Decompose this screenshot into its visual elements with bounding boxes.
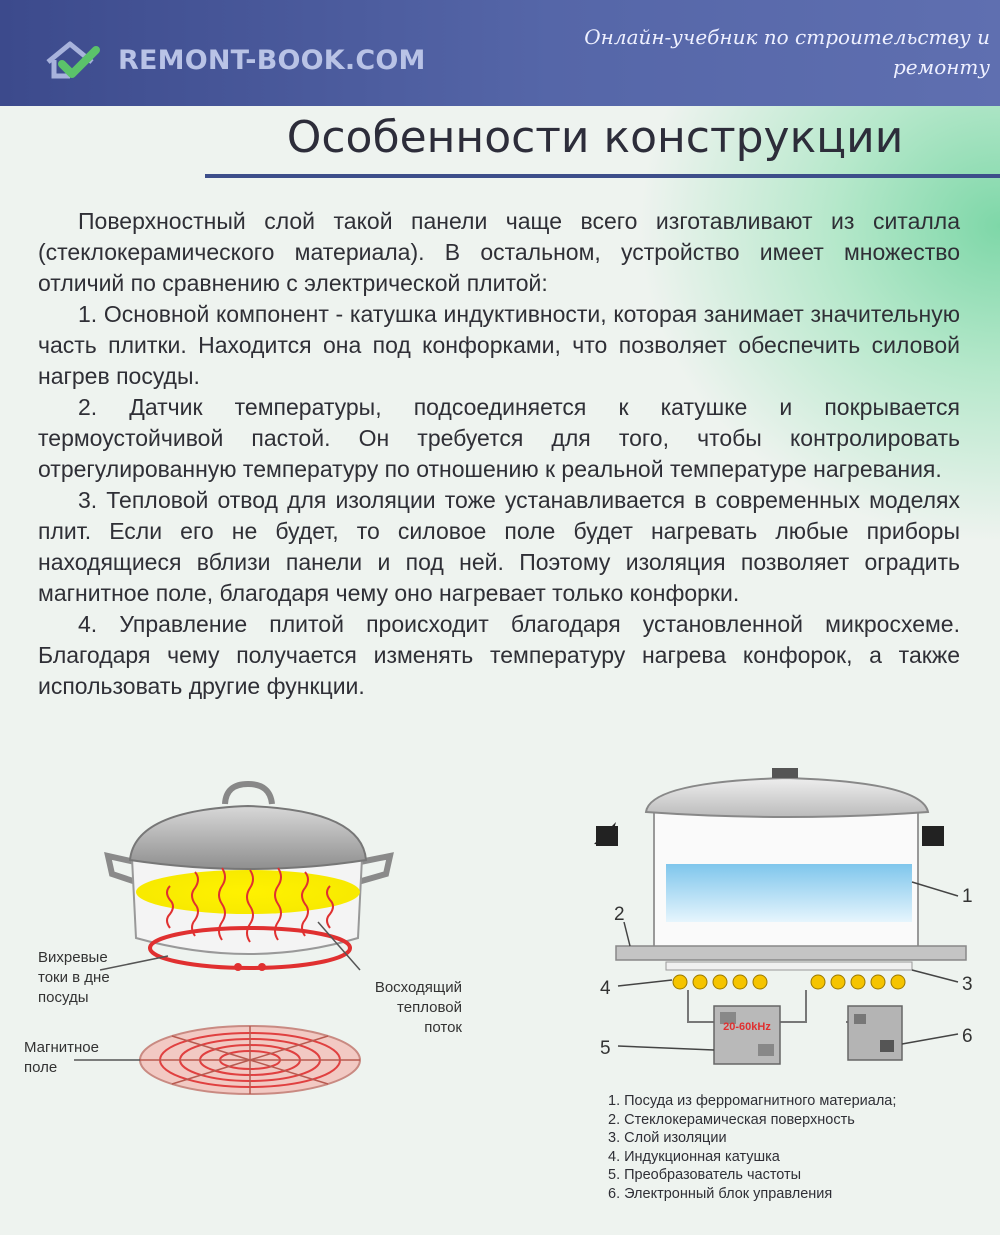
induction-coil: [673, 975, 905, 989]
callout-5: 5: [600, 1038, 611, 1059]
frequency-label: 20-60kHz: [723, 1021, 771, 1033]
label-eddy-currents-1: Вихревые: [38, 949, 108, 966]
ferromagnetic-pot: [594, 768, 944, 948]
house-check-icon: [44, 38, 110, 82]
legend-item-3: 3. Слой изоляции: [608, 1130, 727, 1146]
legend-item-5: 5. Преобразователь частоты: [608, 1167, 802, 1183]
site-header: [0, 0, 1000, 106]
frequency-converter: [714, 1006, 780, 1064]
callout-3: 3: [962, 974, 973, 995]
page-title: Особенности конструкции: [286, 112, 904, 163]
legend-item-6: 6. Электронный блок управления: [608, 1186, 833, 1202]
components-legend: [608, 1093, 896, 1202]
paragraph-item-2: 2. Датчик температуры, подсоединяется к катушке и покрывается термоустойчивой пастой. Он требуется для того, чтобы контролировать отрегулированную температуру по отношению к реальной температуре нагревания.: [38, 394, 960, 482]
label-heat-flow-2: тепловой: [397, 999, 462, 1016]
label-heat-flow-1: Восходящий: [374, 979, 462, 996]
site-tagline: Онлайн-учебник по строительству и ремонту: [584, 25, 990, 79]
glass-ceramic-surface: [616, 946, 966, 960]
article-body: [38, 206, 960, 702]
paragraph-intro: Поверхностный слой такой панели чаще всего изготавливают из ситалла (стеклокерамического материала). В остальном, устройство имеет множество отличий по сравнению с электрической плитой:: [38, 208, 960, 296]
site-logo[interactable]: [44, 36, 426, 84]
paragraph-item-4: 4. Управление плитой происходит благодаря установленной микросхеме. Благодаря чему получается изменять температуру нагрева конфорок, а также использовать другие функции.: [38, 611, 960, 699]
callout-1: 1: [962, 886, 973, 907]
legend-item-4: 4. Индукционная катушка: [608, 1149, 780, 1165]
label-heat-flow-3: поток: [424, 1019, 462, 1036]
paragraph-item-3: 3. Тепловой отвод для изоляции тоже устанавливается в современных моделях плит. Если его не будет, то силовое поле будет нагревать любые приборы находящиеся вблизи панели и под ней. Поэтому изоляция позволяет оградить магнитное поле, благодаря чему оно нагревает только конфорки.: [38, 487, 960, 606]
control-unit: [848, 1006, 902, 1060]
induction-cooktop-diagram: [500, 760, 1000, 1210]
logo-text: REMONT-BOOK.COM: [118, 44, 426, 76]
title-underline: [205, 174, 1000, 178]
pot-eddy-current-diagram: [0, 770, 500, 1100]
label-magnetic-field-1: Магнитное: [24, 1039, 99, 1056]
callout-6: 6: [962, 1026, 973, 1047]
callout-4: 4: [600, 978, 611, 999]
label-eddy-currents-2: токи в дне: [38, 969, 110, 986]
label-magnetic-field-2: поле: [24, 1059, 58, 1076]
legend-item-2: 2. Стеклокерамическая поверхность: [608, 1112, 855, 1128]
paragraph-item-1: 1. Основной компонент - катушка индуктивности, которая занимает значительную часть плитки. Находится она под конфорками, что позволяет обеспечить силовой нагрев посуды.: [38, 301, 960, 389]
insulation-layer: [666, 962, 912, 970]
legend-item-1: 1. Посуда из ферромагнитного материала;: [608, 1093, 897, 1109]
label-eddy-currents-3: посуды: [38, 989, 89, 1006]
callout-2: 2: [614, 904, 625, 925]
magnetic-field-disc: [140, 1026, 360, 1094]
